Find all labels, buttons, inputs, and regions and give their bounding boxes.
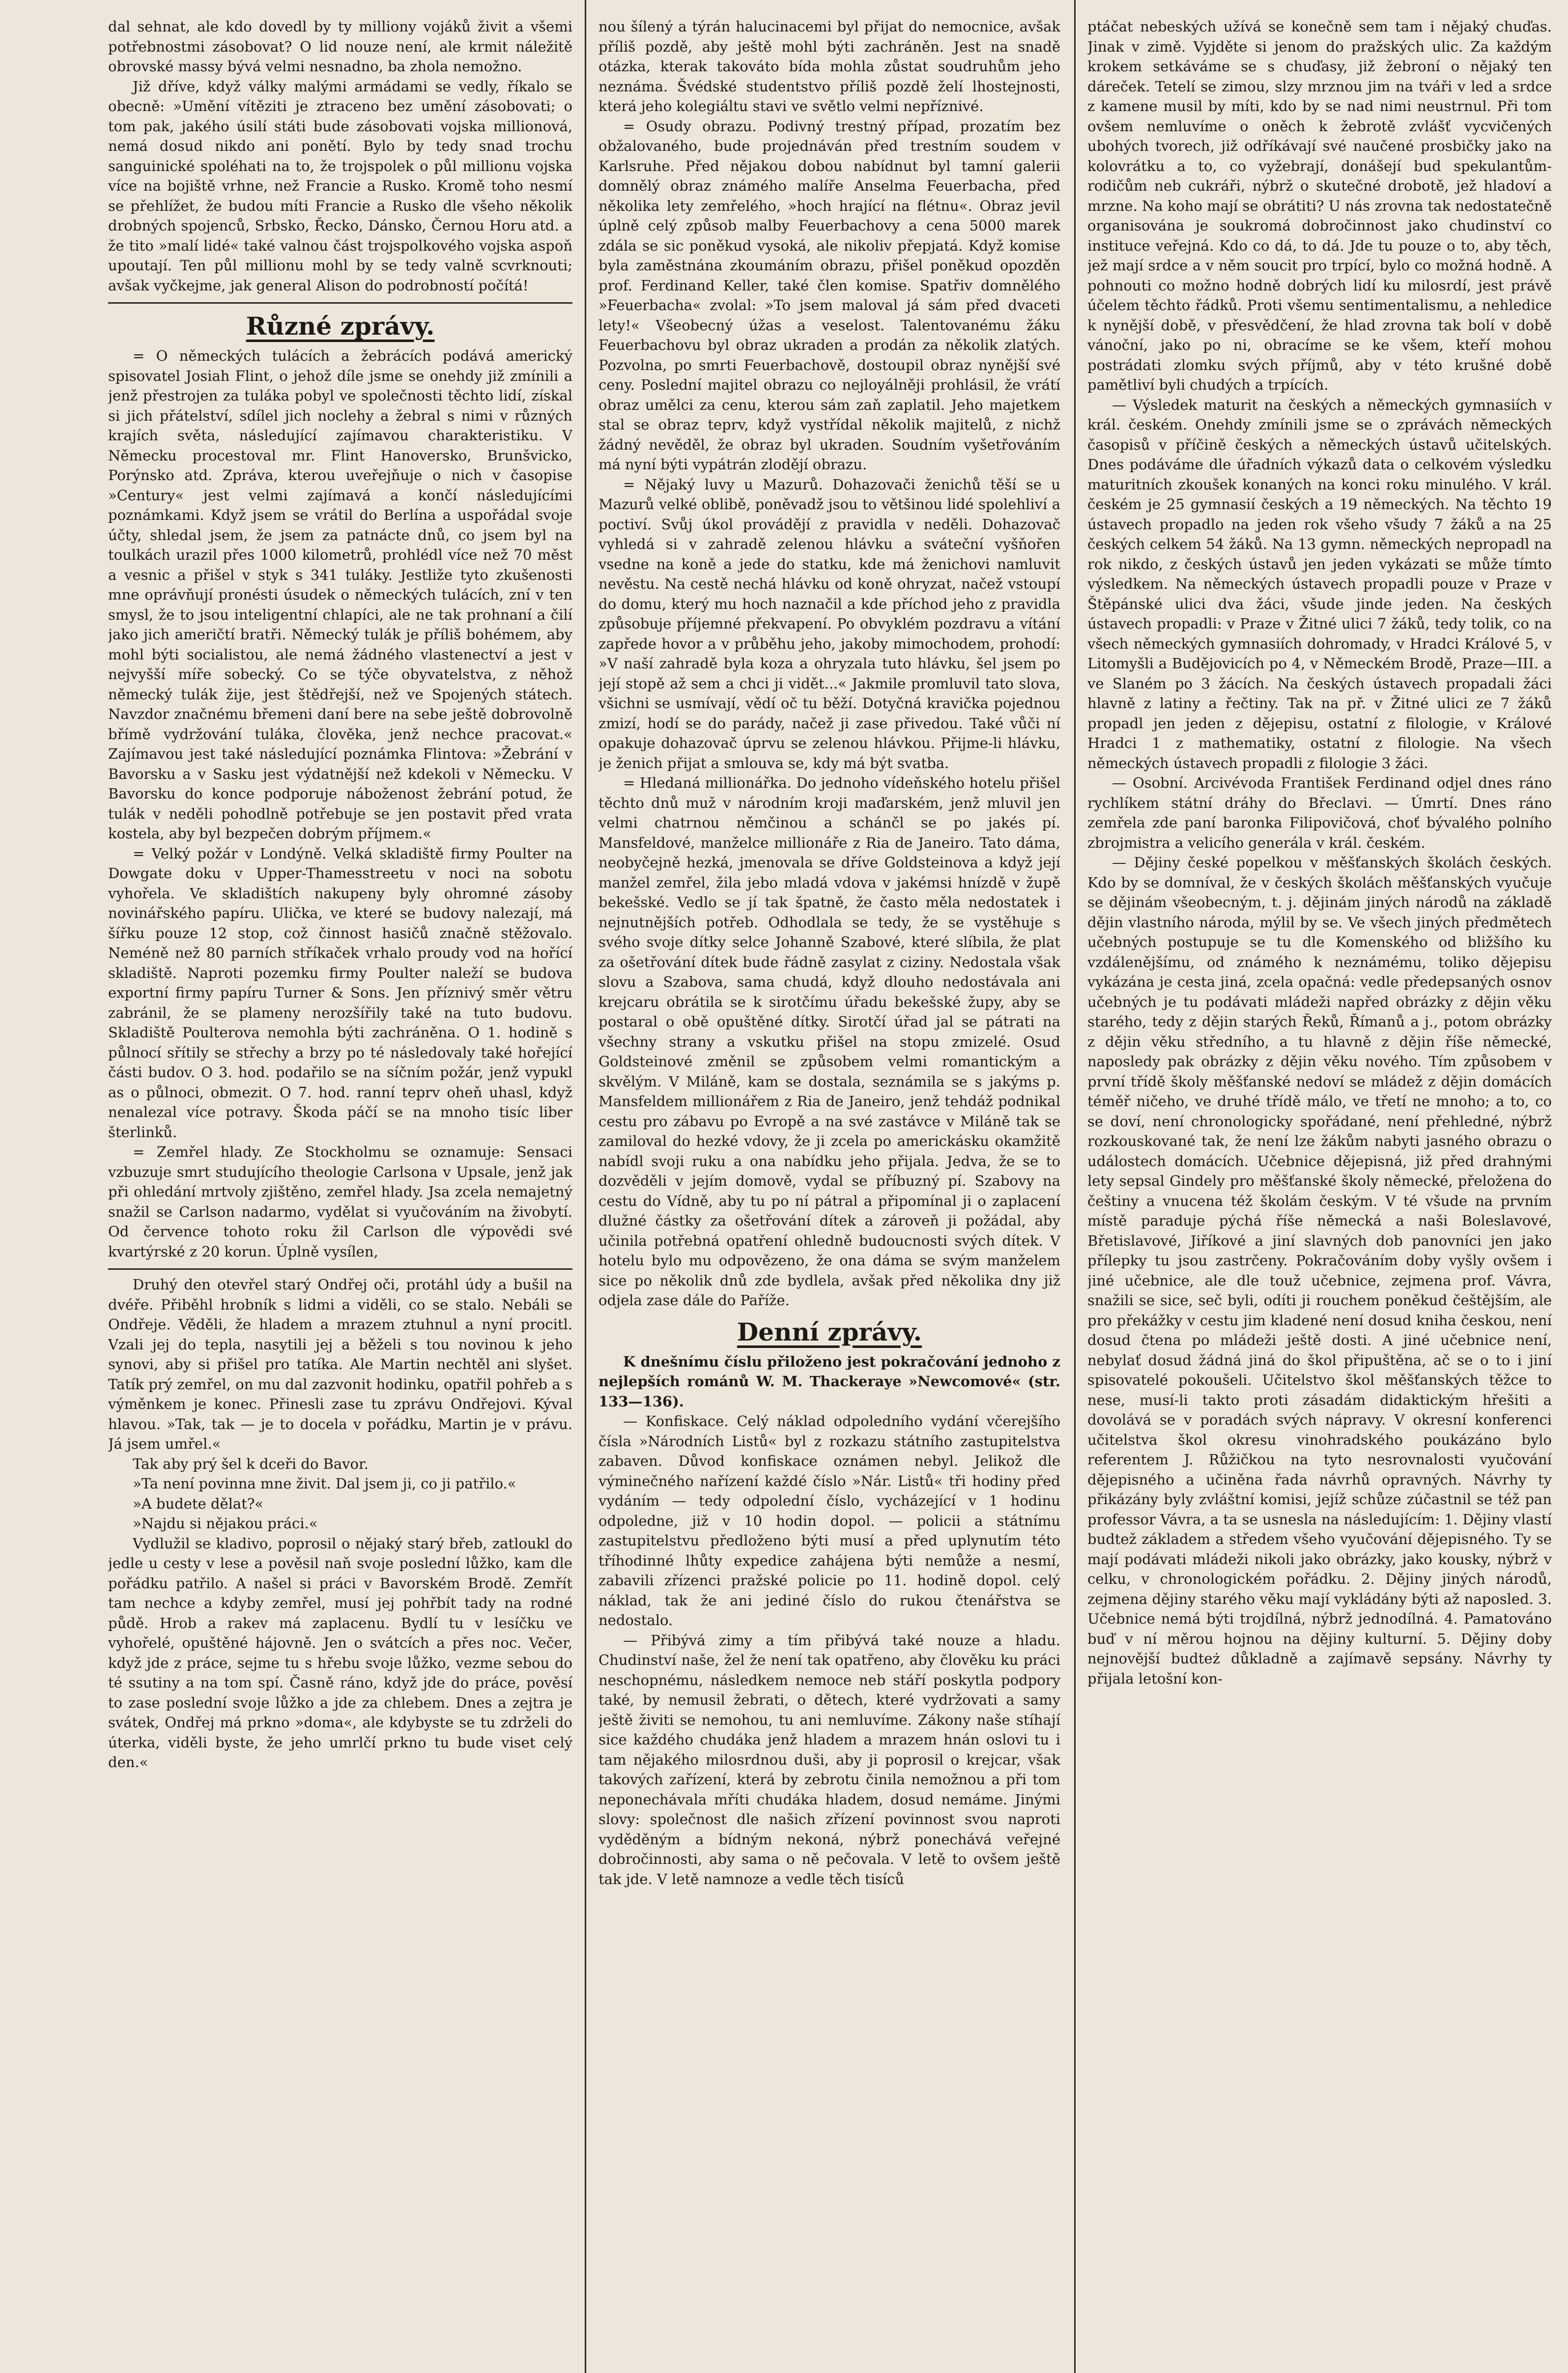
feuilleton-paragraph: Druhý den otevřel starý Ondřej oči, protáhl údy a bušil na dvéře. Přiběhl hrobník s lidmi a viděli, co se stalo. Nebáli se Ondřeje. Věděli, že hladem a mrazem ztuhnul a nyní procitl. Vzali jej do tepla, nasytili jej a běželi s tou novinou k jeho synovi, aby si přišel pro tatíka. Ale Martin nechtěl ani slyšet. Tatík prý zemřel, on mu dal zazvonit hodinku, opatřil pohřeb a s výměnkem je konec. Přinesli zase tu zprávu Ondřejovi. Kýval hlavou. »Tak, tak — je to docela v pořádku, Martin je v právu. Já jsem umřel.«	[108, 1276, 572, 1452]
article-continuation: ptáčat nebeských užívá se konečně sem tam i nějaký chuďas. Jinak v zimě. Vyjděte si jenom do pražských ulic. Za každým krokem setkáváme se s chuďasy, již žebroní o nějaký ten dáreček. Tetelí se zimou, slzy mrznou jim na tváři v led a srdce z kamene musil by míti, kdo by se nad nimi neustrnul. Při tom ovšem nemluvíme o oněch k žebrotě zvlášť vycvičených ubohých tvorech, již odříkávají své naučené prosbičky jako na kolovrátku a to, co vyžebrají, donášejí bud spekulantům-rodičům neb cukráři, nýbrž o skutečné drobotě, jež hladoví a mrzne. Na koho mají se obrátiti? U nás zrovna tak nedostatečně organisována je soukromá dobročinnost jako chudinství co instituce veřejná. Kdo co dá, to dá. Jde tu pouze o to, aby těch, jež mají srdce a v něm soucit pro trpící, bylo co možná hodně. A pohnouti co možno hodně dobrých lidí ku milosrdí, jest právě účelem těchto řádků. Proti všemu sentimentalismu, a nehledice k nynější době, v přesvědčení, že hlad zrovna tak bolí v době vánoční, jako po ni, obracíme se ke všem, kteří mohou postrádati zlomku svých příjmů, aby v této krušné době pamětliví byli chudých a trpících.	[1087, 18, 1552, 393]
divider	[108, 302, 572, 304]
section-heading-ruzne-zpravy: Různé zprávy.	[246, 312, 435, 341]
column-rule	[585, 0, 586, 2373]
feuilleton-paragraph: »A budete dělat?«	[133, 1495, 264, 1512]
feuilleton-paragraph: Vydlužil se kladivo, poprosil o nějaký starý břeb, zatloukl do jedle u cesty v lese a pověsil naň svoje poslední lůžko, kam dle pořádku patřilo. A našel si práci v Bavorském Brodě. Zemřít tam nechce a kdyby zemřel, musí jej pohřbít tady na rodné půdě. Hrob a rakev má zaplacenu. Bydlí tu v lesíčku ve vyhořelé, opuštěné hájovně. Jen o svátcích a přes noc. Večer, když jde z práce, sejme tu s hřebu svoje lůžko, vezme sebou do té ssutiny a na tom spí. Časně ráno, když jde do práce, pověsí to zase poslední svoje lůžko a jde za chlebem. Dnes a zejtra je svátek, Ondřej má prkno »doma«, ale kdybyste se tu zdrželi do úterka, viděli byste, že jeho umrlčí prkno tu bude viset celý den.«	[108, 1535, 572, 1771]
news-item-zemrel-hlady: = Zemřel hlady. Ze Stockholmu se oznamuje: Sensaci vzbuzuje smrt studujícího theologie Carlsona v Upsale, jenž jak při ohledání mrtvoly zjištěno, zemřel hlady. Jsa zcela nemajetný snažil se Carlson nadarmo, vydělat si vyučováním na živobytí. Od července tohoto roku žil Carlson dle výpovědi své kvartýrské z 20 korun. Úplně vysílen,	[108, 1144, 572, 1260]
section-heading-denni-zpravy: Denní zprávy.	[737, 1317, 922, 1346]
news-item-osobni: — Osobní. Arcivévoda František Ferdinand odjel dnes ráno rychlíkem státní dráhy do Břeclavi. — Úmrtí. Dnes ráno zemřela zde paní baronka Filipovičová, choť bývalého polního zbrojmistra a velicího generála v král. českém.	[1087, 774, 1552, 851]
news-item-pokracovani: K dnešnímu číslu přiloženo jest pokračování jednoho z nejlepších románů W. M. Thackeraye »Newcomové« (str. 133—136).	[599, 1353, 1060, 1410]
column-2	[599, 0, 1060, 2373]
column-rule	[1074, 0, 1076, 2373]
feuilleton-paragraph: »Ta není povinna mne živit. Dal jsem ji, co ji patřilo.«	[133, 1475, 516, 1492]
news-item-millionarka: = Hledaná millionářka. Do jednoho vídeňského hotelu přišel těchto dnů muž v národním kroji maďarském, jenž mluvil jen velmi chatrnou němčinou a schánčl se po jakés pí. Mansfeldové, manželce millionáře z Ria de Janeiro. Tato dáma, neobyčejně hezká, jmenovala se dříve Goldsteinova a když její manžel zemřel, žila jebo mladá vdova v jakémsi hnízdě v župě bekešské. Vedlo se jí tak špatně, že často měla nedostatek i nejnutnějších potřeb. Odhodlala se tedy, že se vystěhuje s svého svoje dítky selce Johanně Szabové, které slíbila, že plat za ošetřování dítek bude řádně zasylat z ciziny. Nedostala však slovu a Szabova, sama chudá, když dlouho nedostávala ani krejcaru obrátila se k sirotčímu úřadu bekešské župy, aby se postaral o obě opuštěné dítky. Sirotčí úřad jal se pátrati na všechny strany a vskutku přišel na stopu zmizelé. Osud Goldsteinové změnil se způsobem velmi romantickým a skvělým. V Miláně, kam se dostala, seznámila se s jakýms p. Mansfeldem millionářem z Ria de Janeiro, jenž tehdáž podnikal cestu pro zábavu po Evropě a na své zastávce v Miláně tak se zamiloval do hezké vdovy, že ji zcela po americkásku okamžitě nabídl svoji ruku a ona nabídku jeho přijala. Jedva, že se to dozvěděli v jejím domově, vydal se příbuzný pí. Szabovy na cestu do Vídně, aby tu po ní pátral a připomínal ji o zaplacení dlužné částky za ošetřování dítek a zároveň ji požádal, aby učinila potřebná opatření ohledně budoucnosti svých dítek. V hotelu bylo mu odpovězeno, že ona dáma se svým manželem sice po několik dnů zde bydlela, avšak před několika dny již odjela zase dále do Paříže.	[599, 774, 1060, 1309]
column-1	[108, 0, 572, 2373]
feuilleton-paragraph: Tak aby prý šel k dceři do Bavor.	[133, 1455, 369, 1472]
news-item-tulaci: = O německých tulácích a žebrácích podává americký spisovatel Josiah Flint, o jehož díle jsme se onehdy již zmínili a jenž přestrojen za tuláka pobyl ve společnosti těchto lidí, získal si jich přátelství, sdílel jich noclehy a žebral s nimi v různých krajích světa, následující zajímavou charakteristiku. V Německu procestoval mr. Flint Hanoversko, Brunšvicko, Porýnsko atd. Zpráva, kterou uveřejňuje o nich v časopise »Century« jest velmi zajímavá a končí následujícími poznámkami. Když jsem se vrátil do Berlína a uspořádal svoje účty, shledal jsem, že jsem za patnácte dnů, co jsem byl na toulkách urazil přes 1000 kilometrů, prohlédl více než 70 měst a vesnic a přišel v styk s 341 tuláky. Jestliže tyto zkušenosti mne oprávňují pronésti úsudek o německých tulácích, zní v ten smysl, že to jsou inteligentní chlapíci, ale ne tak prohnaní a čilí jako jich američtí bratři. Německý tulák je příliš bohémem, aby mohl býti socialistou, ale nemá žádného vlastenectví a jest v nejvyšší míře sobecký. Co se týče obyvatelstva, z něhož německý tulák žije, jest štědřejší, než ve Spojených státech. Navzdor značnému břemeni daní bere na sebe ještě dobrovolně břímě vydržování tuláka, člověka, jenž nechce pracovat.« Zajímavou jest také následující poznámka Flintova: »Žebrání v Bavorsku a v Sasku jest výdatnější než kdekoli v Německu. V Bavorsku do konce podporuje náboženost žebrání potud, že tulák v neděli pohodlně potřebuje se jen postavit před vrata kostela, aby byl bezpečen dobrým příjmem.«	[108, 347, 572, 842]
divider	[108, 1268, 572, 1270]
news-item-dejiny: — Dějiny české popelkou v měšťanských školách českých. Kdo by se domníval, že v českých školách měšťanských vyučuje se dějinám všeobecným, t. j. dějinám jiných národů na základě dějin vlastního národa, mýlil by se. Ve všech jiných předmětech učebných postupuje se tu dle Komenského od bližšího ku vzdálenějšímu, od známého k neznámému, toliko dějepisu vykázána je cesta jiná, zcela opačná: vedle předepsaných osnov učebných je tu podávati mládeži napřed obrázky z dějin věku starého, tedy z dějin starých Řeků, Římanů a j., potom obrázky z dějin věku středního, a tu hlavně z dějin říše německé, naposledy pak obrázky z dějin věku nového. Tím způsobem v první třídě školy měšťanské nedoví se mládež z dějin domácích téměř ničeho, ve druhé třídě málo, ve třetí ne mnoho; a to, co se doví, není chronologicky spořádané, není přehledné, nýbrž rozkouskované tak, že není lze žákům nabyti jasného obrazu o událostech domácích. Učebnice dějepisná, již před drahnými lety sepsal Gindely pro měšťanské školy německé, přeložena do češtiny a vnucena též školám českým. V té všude na prvním místě paraduje pýchá říše německá a naši Boleslavové, Břetislavové, Jiříkové a jiní slavných dob panovníci jen jako přílepky tu jsou zastrčeny. Pokračováním doby vyšly ovšem i jiné učebnice, ale dle touž učebnice, zejmena prof. Vávra, snažili se sice, seč byli, odíti ji rouchem poněkud češtějším, ale pro překážky v cestu jim kladené není dosud kniha českou, není dosud čtena po mládeži ještě dosti. A jiné učebnice není, nebylať dosud žádná jiná do škol připuštěna, ač se o to i jiní spisovatelé pokoušeli. Učitelstvo škol měšťanských těžce to nese, musí-li takto proti zásadám didaktickým hřešiti a dovolává se v poradách svých nápravy. V okresní konferenci učitelstva škol okresu vinohradského poukázáno bylo referentem J. Růžičkou na tyto nesrovnalosti vyučování dějepisného a učiněna řada návrhů opravných. Návrhy ty přikázány byly zvláštní komisi, jejíž schůze zúčastnil se též pan professor Vávra, a ta se usnesla na následujícím: 1. Dějiny vlastí budtež základem a středem všeho vyučování dějepisného. Ty se mají podávati mládeži nikoli jako obrázky, jako kousky, nýbrž v celku, v chronologickém pořádku. 2. Dějiny jiných národů, zejmena dějiny starého věku mají vykládány býti až naposled. 3. Učebnice nemá býti trojdílná, nýbrž jednodílná. 4. Pamatováno buď v ní měrou hojnou na dějiny kulturní. 5. Dějiny doby nejnovější budteż důkladně a zajímavě sepsány. Návrhy ty přijala letošní kon-	[1087, 854, 1552, 1687]
news-item-osudy-obrazu: = Osudy obrazu. Podivný trestný případ, prozatím bez obžalovaného, bude projednáván před trestním soudem v Karlsruhe. Před nějakou dobou nabídnut byl tamní galerii domnělý obraz známého malíře Anselma Feuerbacha, před několika lety zemřelého, »hoch hrající na flétnu«. Obraz jevil úplně celý způsob malby Feuerbachovy a cena 5000 marek zdála se sic poněkud vysoká, ale nikoliv přepjatá. Když komise byla zaměstnána zkoumáním obrazu, přišel poněkud opozděn prof. Ferdinand Keller, také člen komise. Spatřiv domnělého »Feuerbacha« zvolal: »To jsem maloval já sám před dvaceti lety!« Všeobecný úžas a veselost. Talentovanému žáku Feuerbachovu byl obraz ukraden a prodán za několik zlatých. Pozvolna, po smrti Feuerbachově, dostoupil obraz nynější své ceny. Poslední majitel obrazu co nejloyálněji prohlásil, že vrátí obraz umělci za cenu, kterou sám zaň zaplatil. Jeho majetkem stal se obraz teprv, když vystřídal několik majitelů, z nichž žádný nevěděl, že obraz byl ukraden. Soudním vyšetřováním má nyní býti vypátrán zlodějí obrazu.	[599, 117, 1060, 473]
article-paragraph: Již dříve, když války malými armádami se vedly, říkalo se obecně: »Umění vítěziti je ztraceno bez umění zásobovati; o tom pak, jakého úsilí státi bude zásobovati vojska millionová, nemá dosud nikdo ani ponětí. Bylo by tedy snad trochu sanguinické spoléhati na to, že trojspolek o půl millionu vojska více na bojiště vrhne, než Francie a Rusko. Kromě toho nesmí se přehlížet, že budou míti Francie a Rusko dle všeho několik drobných spojenců, Srbsko, Řecko, Dánsko, Černou Horu atd. a že tito »malí lidé« také valnou část trojspolkového vojska aspoň upoutají. Ten půl millionu mohl by se tedy valně scvrknouti; avšak vyčkejme, jak general Alison do podrobností počítá!	[108, 78, 572, 294]
article-continuation: nou šílený a týrán halucinacemi byl přijat do nemocnice, avšak příliš pozdě, aby ještě mohl býti zachráněn. Jest na snadě otázka, kterak takováto bída mohla zůstat soudruhům jeho neznáma. Švédské studentstvo příliš pozdě želí lhostejnosti, která jeho kolegiáltu stavi ve světlo velmi nepříznivé.	[599, 18, 1060, 114]
column-3	[1087, 0, 1552, 2373]
news-item-konfiskace: — Konfiskace. Celý náklad odpoledního vydání včerejšího čísla »Národních Listů« byl z rozkazu státního zastupitelstva zabaven. Důvod konfiskace oznámen nebyl. Jelikož dle výminečného nařízení každé číslo »Nár. Listů« tři hodiny před vydáním — tedy odpolední číslo, vycházející v 1 hodinu odpoledne, již v 10 hodin dopol. — policii a státnímu zastupitelstvu předloženo býti musí a před uplynutím této tříhodinné lhůty expedice zahájena býti nemůže a nesmí, zabavili zřízenci pražské policie po 11. hodině dopol. celý náklad, tak že ani jediné číslo do rukou čtenářstva se nedostalo.	[599, 1413, 1060, 1629]
news-item-mazuri: = Nějaký luvy u Mazurů. Dohazovači ženichů těší se u Mazurů velké oblibě, poněvadž jsou to většinou lidé spolehliví a poctiví. Svůj úkol provádějí z pravidla v neděli. Dohazovač vyhledá si v zahradě zelenou hlávku a sváteční vyšňořen vsedne na koně a jede do statku, kde má ženichovi namluvit nevěstu. Na cestě nechá hlávku od koně ohryzat, načež vstoupí do domu, který mu hoch naznačil a kde příchod jeho z pravidla způsobuje příjemné překvapení. Po obvyklém pozdravu a vítání zapřede hovor a v průběhu jeho, jakoby mimochodem, prohodí: »V naší zahradě byla koza a ohryzala tuto hlávku, šel jsem po její stopě až sem a chci ji vidět...« Jakmile promluvil tato slova, všichni se usmívají, vědí oč tu běží. Dotyčná kravička pojednou zmizí, hodí se do parády, načež ji zase přivedou. Také vůči ní opakuje dohazovač úprvu se zelenou hlávkou. Přijme-li hlávku, je ženich přijat a smlouva se, kdy má být svatba.	[599, 476, 1060, 772]
article-continuation: dal sehnat, ale kdo dovedl by ty milliony vojáků živit a všemi potřebnostmi zásobovat? O lid nouze není, ale krmit náležitě obrovské massy bývá velmi nesnadno, ba zhola nemožno.	[108, 18, 572, 75]
news-item-pozar: = Velký požár v Londýně. Velká skladiště firmy Poulter na Dowgate doku v Upper-Thamesstreetu v noci na sobotu vyhořela. Ve skladištích nakupeny byly ohromné zásoby novinářského papíru. Ulička, ve které se budovy nalezají, má šířku pouze 12 stop, což činnost hasičů značně stěžovalo. Neméně než 80 parních stříkaček vrhalo proudy vod na hořící skladiště. Naproti pozemku firmy Poulter naleží se budova exportní firmy papíru Turner & Sons. Jen příznivý směr větru zabránil, že se plameny nerozšířily také na tuto budovu. Skladiště Poulterova nemohla býti zachráněna. O 1. hodině s půlnocí sřítily se střechy a brzy po té následovaly také hořející části budov. O 3. hod. podařilo se na síčním požár, jenž vypukl as o půlnoci, obmezit. O 7. hod. ranní teprv oheň uhasl, když nenalezal více potravy. Škoda páčí se na mnoho tisíc liber šterlinků.	[108, 845, 572, 1141]
news-item-zima: — Přibývá zimy a tím přibývá také nouze a hladu. Chudinství naše, žel že není tak opatřeno, aby člověku ku práci neschopnému, následkem nemoce neb stáří poskytla podpory také, by nemusil žebrati, o dětech, které vydržovati a samy ještě živiti se nemohou, tu ani nemluvíme. Zákony naše stíhají sice každého chudáka jenž hladem a mrazem hnán oslovi tu i tam nějakého milosrdnou duši, aby ji poprosil o krejcar, však takových zařízení, která by zebrotu činila nemožnou a při tom neponechávala mříti chudáka hladem, dosud nemáme. Jinými slovy: společnost dle našich zřízení povinnost svou naproti vyděděným a bídným nekoná, nýbrž ponechává veřejné dobročinnosti, aby sama o ně pečovala. V letě to ovšem ještě tak jde. V letě namnoze a vedle těch tisíců	[599, 1631, 1060, 1887]
feuilleton-paragraph: »Najdu si nějakou práci.«	[133, 1515, 318, 1532]
news-item-maturity: — Výsledek maturit na českých a německých gymnasiích v král. českém. Onehdy zmínili jsme se o zprávách německých časopisů v příčině českých a německých ústavů učitelských. Dnes podáváme dle úřadních výkazů data o celkovém výsledku maturitních zkoušek konaných na konci roku minulého. V král. českém je 25 gymnasií českých a 19 německých. Na těchto 19 ústavech propadlo na jeden rok všeho všudy 7 žáků a na 25 českých celkem 54 žáků. Na 13 gymn. německých nepropadl na rok nikdo, z českých ústavů jen jeden vykázati se může tímto výsledkem. Na německých ústavech propadli pouze v Praze v Štěpánské ulici dva žáci, všude jinde jeden. Na českých ústavech propadli: v Praze v Žitné ulici 7 žáků, tedy tolik, co na všech německých gymnasiích dohromady, v Hradci Králové 5, v Litomyšli a Budějovicích po 4, v Německém Brodě, Praze—III. a ve Slaném po 3 žácích. Na českých ústavech propadali žáci hlavně z latiny a řečtiny. Tak na př. v Žitné ulici ze 7 žáků propadl jen jeden z dějepisu, ostatní z filologie, v Králové Hradci 1 z mathematiky, ostatní z filologie. Na všech německých ústavech propadli z filologie 3 žáci.	[1087, 396, 1552, 772]
